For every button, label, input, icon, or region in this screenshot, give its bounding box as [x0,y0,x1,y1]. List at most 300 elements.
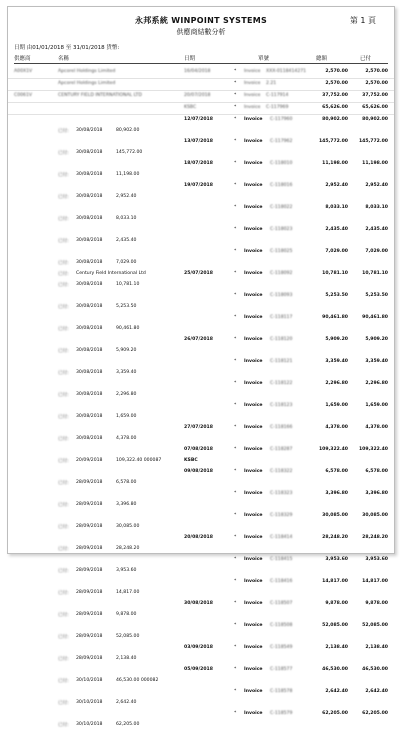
invoice-paid: 109,322.40 [358,447,388,452]
invoice-ref: C-118416 [270,579,293,584]
paid-label: 已付: [58,239,69,244]
invoice-marker: * [234,557,237,562]
payment-amount: 52,085.00 [116,634,140,639]
invoice-amount: 2,642.40 [325,689,348,694]
invoice-marker: * [234,381,237,386]
invoice-type: Invoice [244,381,263,386]
payment-amount: 2,296.80 [116,392,137,397]
summary-date: KSBC [184,105,197,110]
paid-label: 已付: [58,701,69,706]
paid-label: 已付: [58,217,69,222]
transaction-row [8,423,394,434]
report-header [8,7,394,67]
payment-amount: 3,359.40 [116,370,137,375]
invoice-type: Invoice [244,689,263,694]
payment-date: 20/09/2018 [76,458,103,463]
transaction-row [8,401,394,412]
paid-label: 已付: [58,569,69,574]
invoice-marker: * [234,117,237,122]
transaction-row [8,687,394,698]
invoice-amount: 6,578.00 [325,469,348,474]
invoice-amount: 109,322.40 [318,447,348,452]
invoice-amount: 2,296.80 [325,381,348,386]
transaction-row [8,137,394,148]
transaction-row [8,379,394,390]
invoice-paid: 9,878.00 [365,601,388,606]
invoice-amount: 10,781.10 [322,271,348,276]
transaction-row [8,291,394,302]
invoice-marker: * [234,469,237,474]
invoice-paid: 5,909.20 [365,337,388,342]
paid-label: 已付: [58,283,69,288]
col-paid: 已付 [360,56,372,62]
summary-ref: 2.21 [266,81,277,86]
summary-type: Invoice [244,81,261,86]
paid-label: 已付: [58,525,69,530]
payment-date: 30/08/2018 [76,436,103,441]
payment-amount: 62,205.00 [116,722,140,727]
summary-paid: 2,570.00 [365,81,388,86]
payment-date: 30/08/2018 [76,348,103,353]
invoice-amount: 4,378.00 [325,425,348,430]
invoice-ref: C-118322 [270,469,293,474]
invoice-amount: 2,435.40 [325,227,348,232]
invoice-paid: 4,378.00 [365,425,388,430]
invoice-ref: C-118121 [270,359,293,364]
paid-label: 已付: [58,459,69,464]
invoice-paid: 90,461.80 [362,315,388,320]
invoice-type: Invoice [244,469,263,474]
summary-amount: 65,626.00 [322,105,348,110]
invoice-type: Invoice [244,535,263,540]
paid-label: 已付: [58,547,69,552]
invoice-amount: 30,085.00 [322,513,348,518]
summary-marker: * [234,69,237,74]
invoice-amount: 9,878.00 [325,601,348,606]
invoice-type: Invoice [244,315,263,320]
payment-amount: 14,817.00 [116,590,140,595]
invoice-ref: C-117962 [270,139,293,144]
invoice-date: 26/07/2018 [184,337,213,342]
invoice-amount: 5,253.50 [325,293,348,298]
payment-date: 28/09/2018 [76,590,103,595]
transaction-row [8,599,394,610]
payment-date: 30/08/2018 [76,282,103,287]
invoice-paid: 2,296.80 [365,381,388,386]
payment-date: 30/08/2018 [76,370,103,375]
summary-row [8,91,394,103]
transaction-row [8,709,394,720]
payment-amount: 3,953.60 [116,568,137,573]
payment-date: 28/09/2018 [76,612,103,617]
invoice-amount: 62,205.00 [322,711,348,716]
transaction-row [8,500,394,511]
transaction-row [8,148,394,159]
summary-type: Invoice [244,69,261,74]
paid-label: 已付: [58,195,69,200]
paid-label: 已付: [58,657,69,662]
payment-amount: 90,461.80 [116,326,140,331]
invoice-paid: 1,659.00 [365,403,388,408]
invoice-date: 19/07/2018 [184,183,213,188]
payment-amount: 5,909.20 [116,348,137,353]
invoice-marker: * [234,403,237,408]
invoice-paid: 2,642.40 [365,689,388,694]
paid-label: 已付: [58,272,69,277]
invoice-ref: C-118579 [270,711,293,716]
invoice-marker: * [234,623,237,628]
invoice-amount: 28,248.20 [322,535,348,540]
invoice-ref: C-118123 [270,403,293,408]
invoice-ref: C-118022 [270,205,293,210]
payment-date: 30/08/2018 [76,128,103,133]
payment-amount: 80,902.00 [116,128,140,133]
invoice-marker: * [234,645,237,650]
transaction-row [8,456,394,467]
transaction-row [8,643,394,654]
invoice-ref: C-118578 [270,689,293,694]
transaction-row [8,159,394,170]
invoice-marker: * [234,711,237,716]
transaction-row [8,533,394,544]
invoice-amount: 14,817.00 [322,579,348,584]
transaction-row [8,676,394,687]
invoice-type: Invoice [244,447,263,452]
invoice-paid: 28,248.20 [362,535,388,540]
paid-label: 已付: [58,591,69,596]
supplier-code: C0061V [14,93,33,98]
invoice-marker: * [234,425,237,430]
payment-amount: 4,378.00 [116,436,137,441]
paid-label: 已付: [58,173,69,178]
invoice-date: 13/07/2018 [184,139,213,144]
transaction-row [8,247,394,258]
transaction-row [8,126,394,137]
payment-date: 28/09/2018 [76,524,103,529]
payment-amount: 2,952.40 [116,194,137,199]
invoice-paid: 14,817.00 [362,579,388,584]
transaction-row [8,324,394,335]
summary-date: 16/04/2018 [184,69,211,74]
transaction-row [8,445,394,456]
invoice-marker: * [234,667,237,672]
invoice-marker: * [234,491,237,496]
transaction-row [8,566,394,577]
invoice-paid: 30,085.00 [362,513,388,518]
payment-date: 28/09/2018 [76,634,103,639]
invoice-type: Invoice [244,403,263,408]
invoice-amount: 8,033.10 [325,205,348,210]
paid-label: 已付: [58,503,69,508]
transaction-row [8,357,394,368]
transaction-row [8,192,394,203]
invoice-ref: C-118023 [270,227,293,232]
invoice-amount: 5,909.20 [325,337,348,342]
payment-amount: 28,248.20 [116,546,140,551]
summary-row [8,79,394,91]
payment-date: 30/08/2018 [76,150,103,155]
invoice-ref: C-118287 [270,447,293,452]
payment-date: 30/10/2018 [76,722,103,727]
invoice-ref: C-118010 [270,161,293,166]
invoice-amount: 11,198.00 [322,161,348,166]
paid-label: 已付: [58,415,69,420]
invoice-type: Invoice [244,117,263,122]
payment-date: 28/09/2018 [76,480,103,485]
payment-date: 30/08/2018 [76,238,103,243]
summary-date: 20/07/2018 [184,93,211,98]
paid-label: 已付: [58,349,69,354]
summary-ref: C-117914 [266,93,289,98]
invoice-type: Invoice [244,139,263,144]
invoice-ref: C-118508 [270,623,293,628]
payment-amount: 1,659.00 [116,414,137,419]
payment-date: 30/10/2018 [76,700,103,705]
invoice-date: 18/07/2018 [184,161,213,166]
invoice-marker: * [234,315,237,320]
transaction-row [8,632,394,643]
transaction-row [8,588,394,599]
payment-date: 28/09/2018 [76,656,103,661]
invoice-amount: 2,138.40 [325,645,348,650]
payment-date: 30/08/2018 [76,392,103,397]
invoice-paid: 2,435.40 [365,227,388,232]
invoice-type: Invoice [244,337,263,342]
summary-marker: * [234,81,237,86]
payment-amount: 7,029.00 [116,260,137,265]
invoice-paid: 3,396.80 [365,491,388,496]
invoice-amount: 3,359.40 [325,359,348,364]
invoice-date: 27/07/2018 [184,425,213,430]
invoice-amount: 1,659.00 [325,403,348,408]
paid-label: 已付: [58,679,69,684]
invoice-type: Invoice [244,183,263,188]
payment-date: 30/08/2018 [76,326,103,331]
col-code: 供應商 [14,56,31,62]
payment-amount: 46,530.00 000082 [116,678,159,683]
transaction-row [8,720,394,731]
payment-date: 30/08/2018 [76,172,103,177]
invoice-marker: * [234,579,237,584]
transaction-row [8,621,394,632]
payment-date: 30/08/2018 [76,260,103,265]
invoice-date: 12/07/2018 [184,117,213,122]
transaction-row [8,280,394,291]
paid-label: 已付: [58,371,69,376]
payment-amount: 8,033.10 [116,216,137,221]
paid-label: 已付: [58,129,69,134]
column-header-row [14,54,388,64]
invoice-paid: 2,138.40 [365,645,388,650]
summary-ref: XXX-0118414271 [266,69,307,74]
invoice-date: 09/08/2018 [184,469,213,474]
invoice-marker: * [234,689,237,694]
paid-label: 已付: [58,635,69,640]
invoice-marker: * [234,161,237,166]
summary-paid: 37,752.00 [362,93,388,98]
summary-paid: 2,570.00 [365,69,388,74]
invoice-ref: C-118025 [270,249,293,254]
col-amount: 總額 [316,56,328,62]
transaction-row [8,203,394,214]
payment-date: 30/08/2018 [76,304,103,309]
invoice-marker: * [234,447,237,452]
transaction-row [8,544,394,555]
invoice-date: 07/08/2018 [184,447,213,452]
invoice-marker: * [234,337,237,342]
invoice-paid: 52,085.00 [362,623,388,628]
invoice-amount: 90,461.80 [322,315,348,320]
summary-marker: * [234,105,237,110]
invoice-type: Invoice [244,425,263,430]
invoice-ref: C-118093 [270,293,293,298]
paid-label: 已付: [58,327,69,332]
payment-amount: 2,138.40 [116,656,137,661]
transaction-row [8,555,394,566]
invoice-paid: 8,033.10 [365,205,388,210]
invoice-paid: 6,578.00 [365,469,388,474]
invoice-type: Invoice [244,271,263,276]
invoice-ref: C-118166 [270,425,293,430]
paid-label: 已付: [58,481,69,486]
paid-label: 已付: [58,437,69,442]
report-title: 供應商結數分析 [176,28,226,36]
invoice-ref: C-118549 [270,645,293,650]
payment-date: Century Field International Ltd [76,271,146,276]
invoice-paid: 62,205.00 [362,711,388,716]
invoice-paid: 3,953.60 [365,557,388,562]
payment-amount: 11,198.00 [116,172,140,177]
invoice-ref: C-118415 [270,557,293,562]
summary-type: Invoice [244,93,261,98]
invoice-amount: 80,902.00 [322,117,348,122]
payment-amount: 2,435.40 [116,238,137,243]
invoice-amount: 3,953.60 [325,557,348,562]
invoice-marker: * [234,513,237,518]
transaction-row [8,313,394,324]
invoice-ref: C-118507 [270,601,293,606]
transaction-row [8,236,394,247]
invoice-type: Invoice [244,711,263,716]
transaction-row [8,269,394,280]
invoice-amount: 7,029.00 [325,249,348,254]
invoice-date: KSBC [184,458,198,463]
payment-date: 30/10/2018 [76,678,103,683]
invoice-type: Invoice [244,667,263,672]
company-name: 永邦系統 WINPOINT SYSTEMS [134,16,268,25]
invoice-paid: 2,952.40 [365,183,388,188]
invoice-paid: 7,029.00 [365,249,388,254]
invoice-marker: * [234,139,237,144]
transaction-row [8,258,394,269]
payment-amount: 6,578.00 [116,480,137,485]
payment-amount: 2,642.40 [116,700,137,705]
transaction-row [8,610,394,621]
invoice-amount: 46,530.00 [322,667,348,672]
paid-label: 已付: [58,613,69,618]
report-period: 日期 由01/01/2018 至 31/01/2018 貨幣: [14,45,120,51]
transaction-row [8,577,394,588]
invoice-date: 05/09/2018 [184,667,213,672]
payment-amount: 9,878.00 [116,612,137,617]
invoice-amount: 2,952.40 [325,183,348,188]
invoice-type: Invoice [244,161,263,166]
transaction-row [8,335,394,346]
paid-label: 已付: [58,723,69,728]
payment-amount: 109,322.40 000087 [116,458,162,463]
summary-amount: 37,752.00 [322,93,348,98]
transaction-row [8,511,394,522]
transaction-row [8,698,394,709]
invoice-paid: 3,359.40 [365,359,388,364]
paid-label: 已付: [58,393,69,398]
invoice-paid: 145,772.00 [358,139,388,144]
invoice-ref: C-118329 [270,513,293,518]
transaction-row [8,225,394,236]
transaction-row [8,214,394,225]
transaction-row [8,665,394,676]
invoice-ref: C-117960 [270,117,293,122]
invoice-amount: 3,396.80 [325,491,348,496]
invoice-amount: 52,085.00 [322,623,348,628]
invoice-marker: * [234,601,237,606]
invoice-type: Invoice [244,601,263,606]
transaction-row [8,170,394,181]
transaction-row [8,489,394,500]
page-number: 第 1 頁 [349,16,376,25]
payment-date: 28/09/2018 [76,568,103,573]
transaction-row [8,390,394,401]
invoice-type: Invoice [244,227,263,232]
payment-amount: 3,396.80 [116,502,137,507]
transaction-row [8,522,394,533]
invoice-paid: 5,253.50 [365,293,388,298]
invoice-marker: * [234,205,237,210]
paid-label: 已付: [58,261,69,266]
supplier-name: Apcorel Holdings Limited [58,81,116,86]
transaction-row [8,478,394,489]
invoice-type: Invoice [244,623,263,628]
invoice-type: Invoice [244,205,263,210]
invoice-ref: C-118414 [270,535,293,540]
supplier-summary-rows [8,67,394,115]
invoice-marker: * [234,535,237,540]
invoice-ref: C-118120 [270,337,293,342]
invoice-marker: * [234,293,237,298]
invoice-amount: 145,772.00 [318,139,348,144]
summary-type: Invoice [244,105,261,110]
payment-date: 30/08/2018 [76,194,103,199]
invoice-ref: C-118577 [270,667,293,672]
invoice-ref: C-118092 [270,271,293,276]
invoice-marker: * [234,227,237,232]
transaction-row [8,115,394,126]
transaction-row [8,467,394,478]
summary-amount: 2,570.00 [325,69,348,74]
invoice-type: Invoice [244,249,263,254]
summary-marker: * [234,93,237,98]
summary-ref: C-117969 [266,105,289,110]
payment-date: 30/08/2018 [76,216,103,221]
invoice-marker: * [234,271,237,276]
invoice-type: Invoice [244,579,263,584]
transaction-row [8,368,394,379]
invoice-marker: * [234,359,237,364]
transaction-row [8,346,394,357]
report-page [7,6,395,728]
invoice-date: 03/09/2018 [184,645,213,650]
transaction-row [8,654,394,665]
